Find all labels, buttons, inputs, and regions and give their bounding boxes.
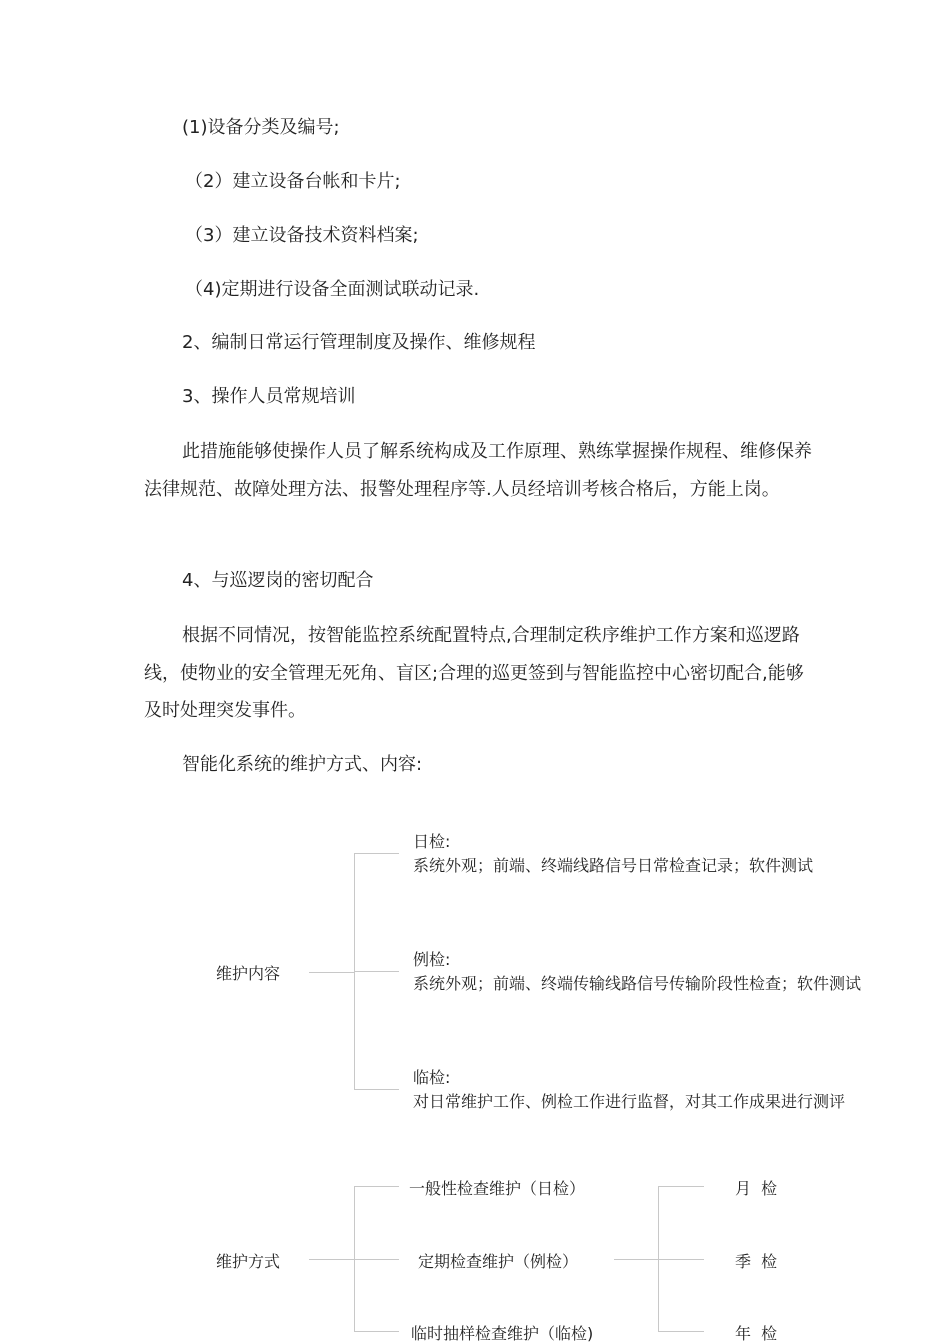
section-heading-3: 3、操作人员常规培训 [182,386,356,407]
connector-line [658,1331,704,1332]
connector-line [614,1259,658,1260]
diagram-root-method: 维护方式 [216,1252,281,1271]
branch-title: 临检: [413,1068,451,1087]
connector-line [354,853,399,854]
diagram-intro: 智能化系统的维护方式、内容: [182,754,423,775]
list-item-4: （4)定期进行设备全面测试联动记录. [185,279,480,300]
period-label: 年 检 [735,1324,778,1343]
branch-desc: 系统外观；前端、终端线路信号日常检查记录；软件测试 [413,856,814,875]
list-item-2: （2）建立设备台帐和卡片; [185,171,401,192]
diagram-root-content: 维护内容 [216,964,281,983]
period-label: 季 检 [735,1252,778,1271]
paragraph-patrol: 根据不同情况，按智能监控系统配置特点,合理制定秩序维护工作方案和巡逻路线，使物业的安全管理无死角、盲区;合理的巡更签到与智能监控中心密切配合,能够及时处理突发事件。 [144,625,804,721]
section-heading-4: 4、与巡逻岗的密切配合 [182,570,374,591]
connector-line [354,1089,399,1090]
method-branch: 一般性检查维护（日检） [409,1179,586,1198]
method-branch: 临时抽样检查维护（临检) [411,1324,594,1343]
connector-line [354,1331,399,1332]
connector-line [354,1186,399,1187]
connector-line [354,971,399,972]
period-label: 月 检 [735,1179,778,1198]
list-item-1: (1)设备分类及编号; [182,117,340,138]
branch-desc: 对日常维护工作、例检工作进行监督，对其工作成果进行测评 [413,1092,846,1111]
connector-line [354,1259,399,1260]
list-item-3: （3）建立设备技术资料档案; [185,225,419,246]
connector-line [309,972,354,973]
connector-line [658,1186,704,1187]
connector-line [658,1259,704,1260]
section-heading-2: 2、编制日常运行管理制度及操作、维修规程 [182,332,536,353]
branch-title: 日检: [413,832,451,851]
method-branch: 定期检查维护（例检） [418,1252,579,1271]
connector-line [309,1259,354,1260]
branch-title: 例检: [413,950,451,969]
paragraph-training: 此措施能够使操作人员了解系统构成及工作原理、熟练掌握操作规程、维修保养法律规范、故障处理方法、报警处理程序等.人员经培训考核合格后，方能上岗。 [144,441,812,500]
branch-desc: 系统外观；前端、终端传输线路信号传输阶段性检查；软件测试 [413,974,862,993]
